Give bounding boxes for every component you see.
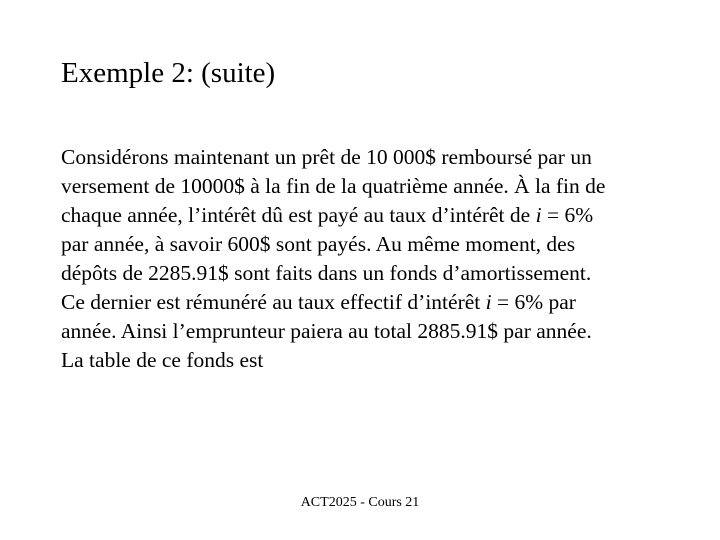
interest-variable: i: [535, 203, 542, 227]
body-line-7: année. Ainsi l’emprunteur paiera au total 2885.91$ par année.: [61, 319, 592, 343]
slide-footer: ACT2025 - Cours 21: [300, 495, 420, 510]
body-line-6: [61, 288, 711, 317]
body-line-3-text-a: chaque année, l’intérêt dû est payé au taux d’intérêt de: [61, 203, 536, 227]
body-line-2: versement de 10000$ à la fin de la quatrième année. À la fin de: [61, 174, 606, 198]
slide-body: [61, 143, 711, 375]
body-line-1: Considérons maintenant un prêt de 10 000$ remboursé par un: [61, 145, 592, 169]
slide-title: Exemple 2: (suite): [61, 57, 276, 89]
body-line-4: par année, à savoir 600$ sont payés. Au même moment, des: [61, 232, 576, 256]
body-line-3: [61, 201, 711, 230]
body-line-6-text-a: Ce dernier est rémunéré au taux effectif d’intérêt: [61, 290, 486, 314]
interest-variable: i: [485, 290, 492, 314]
body-line-8: La table de ce fonds est: [61, 348, 264, 372]
body-line-3-text-b: = 6%: [541, 203, 594, 227]
body-line-5: dépôts de 2285.91$ sont faits dans un fonds d’amortissement.: [61, 261, 592, 285]
body-line-6-text-b: = 6% par: [491, 290, 576, 314]
